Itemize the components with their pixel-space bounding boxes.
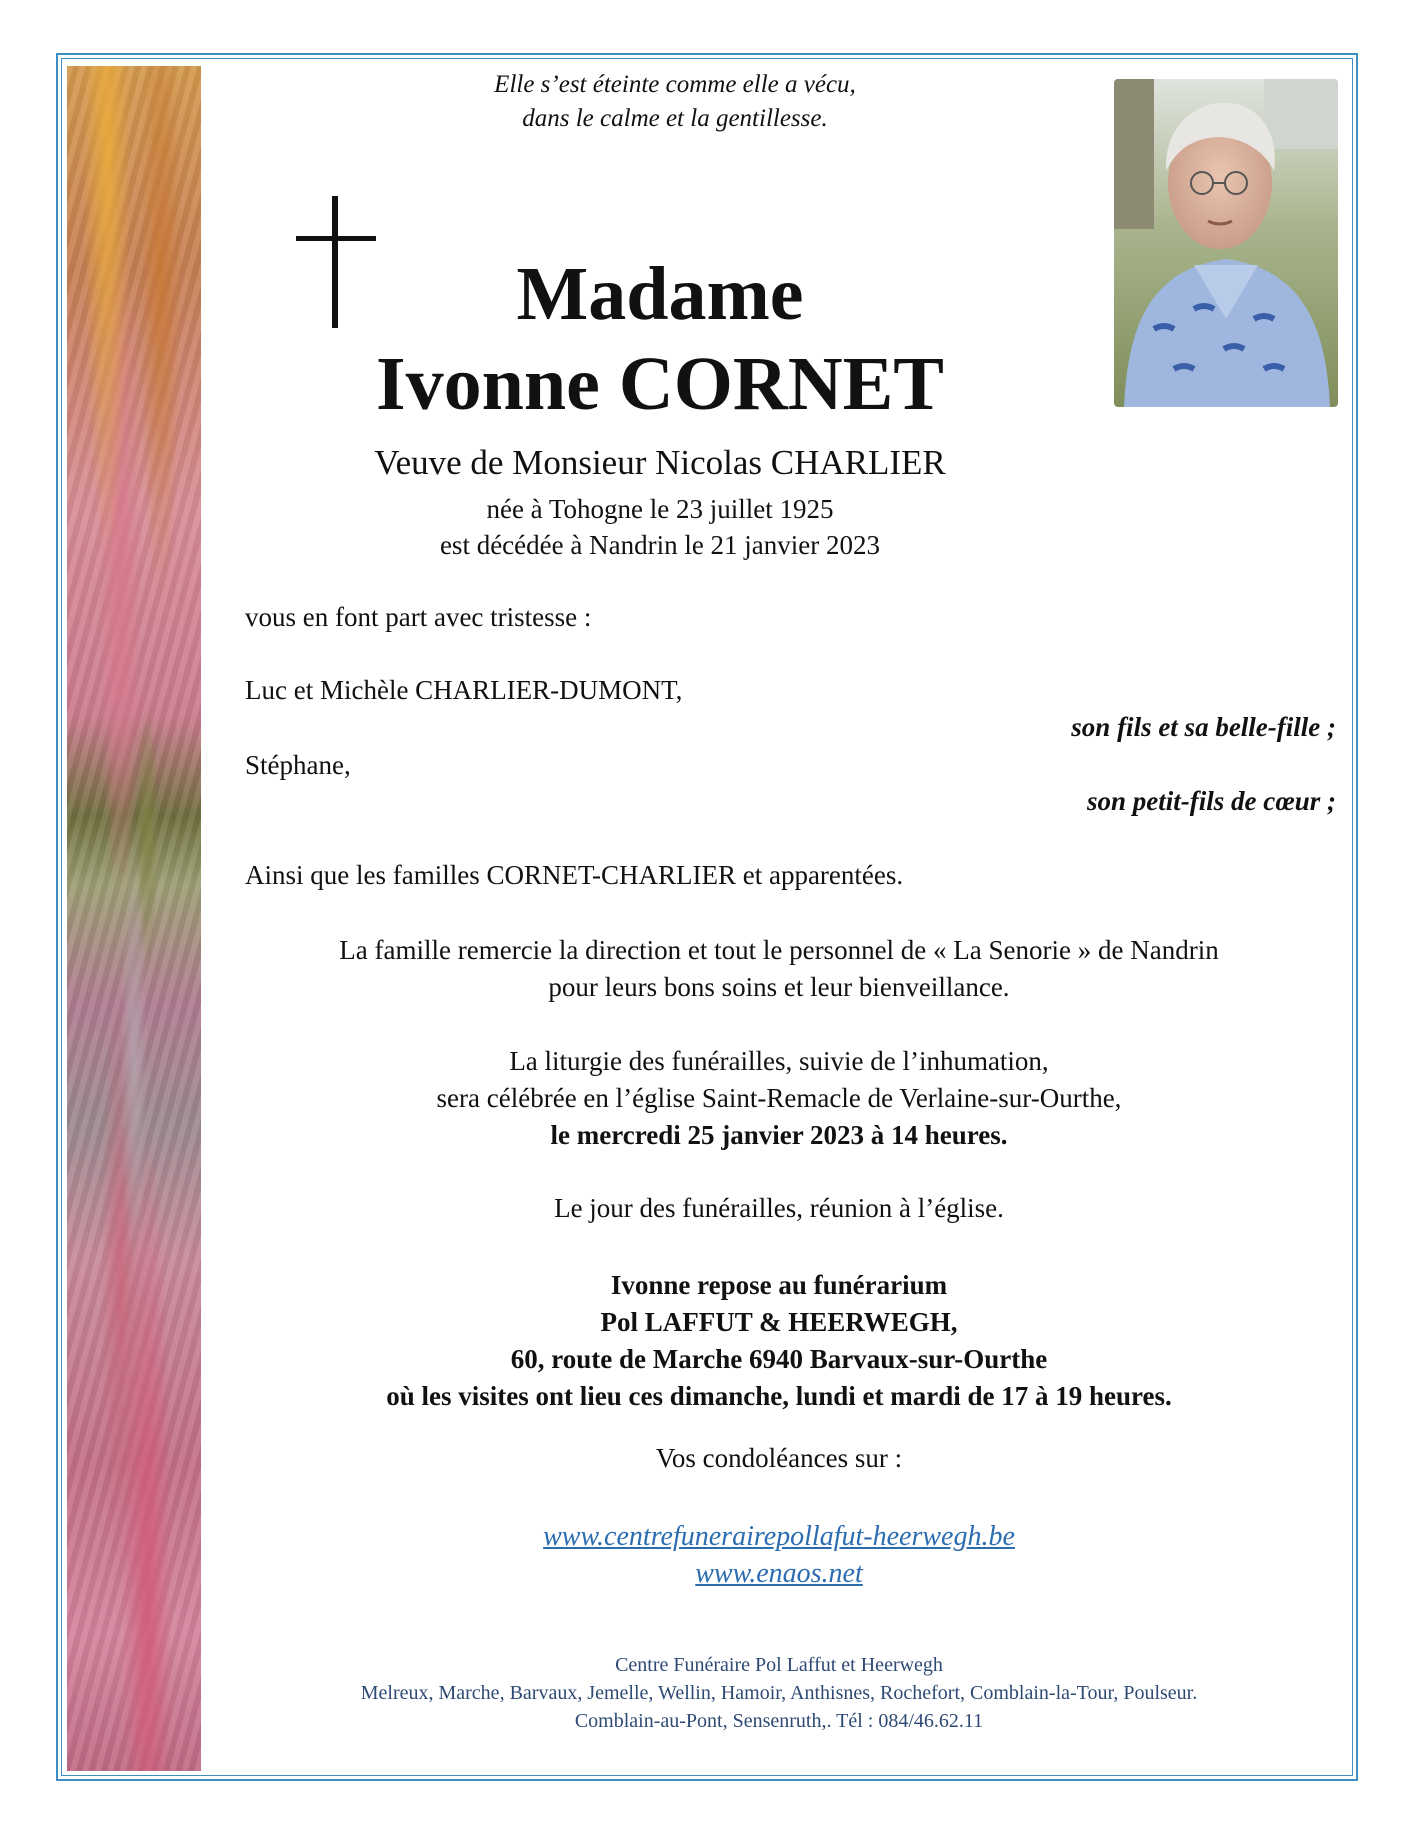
funeral-home-line-1: Ivonne repose au funérarium [610, 1270, 948, 1300]
floral-decoration-strip [67, 66, 201, 1771]
footer [200, 1651, 1358, 1735]
thanks-line-2: pour leurs bons soins et leur bienveillance. [548, 972, 1010, 1002]
visiting-hours: où les visites ont lieu ces dimanche, lundi et mardi de 17 à 19 heures. [386, 1381, 1172, 1411]
meeting-note: Le jour des funérailles, réunion à l’église. [554, 1193, 1004, 1223]
family-member-1-relation: son fils et sa belle-fille ; [1071, 712, 1336, 742]
deceased-name: Ivonne CORNET [376, 342, 944, 426]
extended-family: Ainsi que les familles CORNET-CHARLIER et apparentées. [245, 860, 904, 890]
condolence-link-funeral-home[interactable]: www.centrefunerairepollafut-heerwegh.be [543, 1521, 1015, 1552]
family-member-2-name: Stéphane, [245, 750, 351, 780]
thanks-line-1: La famille remercie la direction et tout le personnel de « La Senorie » de Nandrin [339, 935, 1219, 965]
epigraph [340, 68, 1010, 136]
spouse-line: Veuve de Monsieur Nicolas CHARLIER [374, 443, 946, 482]
family-member-2-relation: son petit-fils de cœur ; [1087, 786, 1336, 816]
ceremony-line-2: sera célébrée en l’église Saint-Remacle de Verlaine-sur-Ourthe, [436, 1083, 1122, 1113]
footer-contact: Comblain-au-Pont, Sensenruth,. Tél : 084/46.62.11 [574, 1710, 984, 1732]
portrait-photo [1114, 79, 1338, 407]
ceremony-paragraph [200, 1043, 1358, 1154]
condolence-link-enaos[interactable]: www.enaos.net [695, 1558, 863, 1589]
family-member-1-name: Luc et Michèle CHARLIER-DUMONT, [245, 675, 683, 705]
condolences-label: Vos condoléances sur : [655, 1443, 903, 1473]
life-dates [260, 491, 1060, 563]
footer-company: Centre Funéraire Pol Laffut et Heerwegh [615, 1654, 943, 1676]
funeral-home-paragraph [200, 1267, 1358, 1415]
ceremony-line-1: La liturgie des funérailles, suivie de l’inhumation, [509, 1046, 1049, 1076]
announcement-intro: vous en font part avec tristesse : [245, 602, 592, 632]
footer-locations: Melreux, Marche, Barvaux, Jemelle, Wellin, Hamoir, Anthisnes, Rochefort, Comblain-la-Tour, Poulseur. [360, 1682, 1198, 1704]
thanks-paragraph [200, 932, 1358, 1006]
epigraph-line-2: dans le calme et la gentillesse. [522, 105, 828, 132]
salutation: Madame [516, 252, 804, 336]
epigraph-line-1: Elle s’est éteinte comme elle a vécu, [494, 71, 856, 98]
ceremony-date: le mercredi 25 janvier 2023 à 14 heures. [550, 1120, 1008, 1150]
condolence-links [200, 1518, 1358, 1592]
funeral-home-line-2: Pol LAFFUT & HEERWEGH, [600, 1307, 958, 1337]
birth-line: née à Tohogne le 23 juillet 1925 [486, 494, 834, 524]
funeral-home-address: 60, route de Marche 6940 Barvaux-sur-Ourthe [510, 1344, 1048, 1374]
death-line: est décédée à Nandrin le 21 janvier 2023 [439, 530, 881, 560]
